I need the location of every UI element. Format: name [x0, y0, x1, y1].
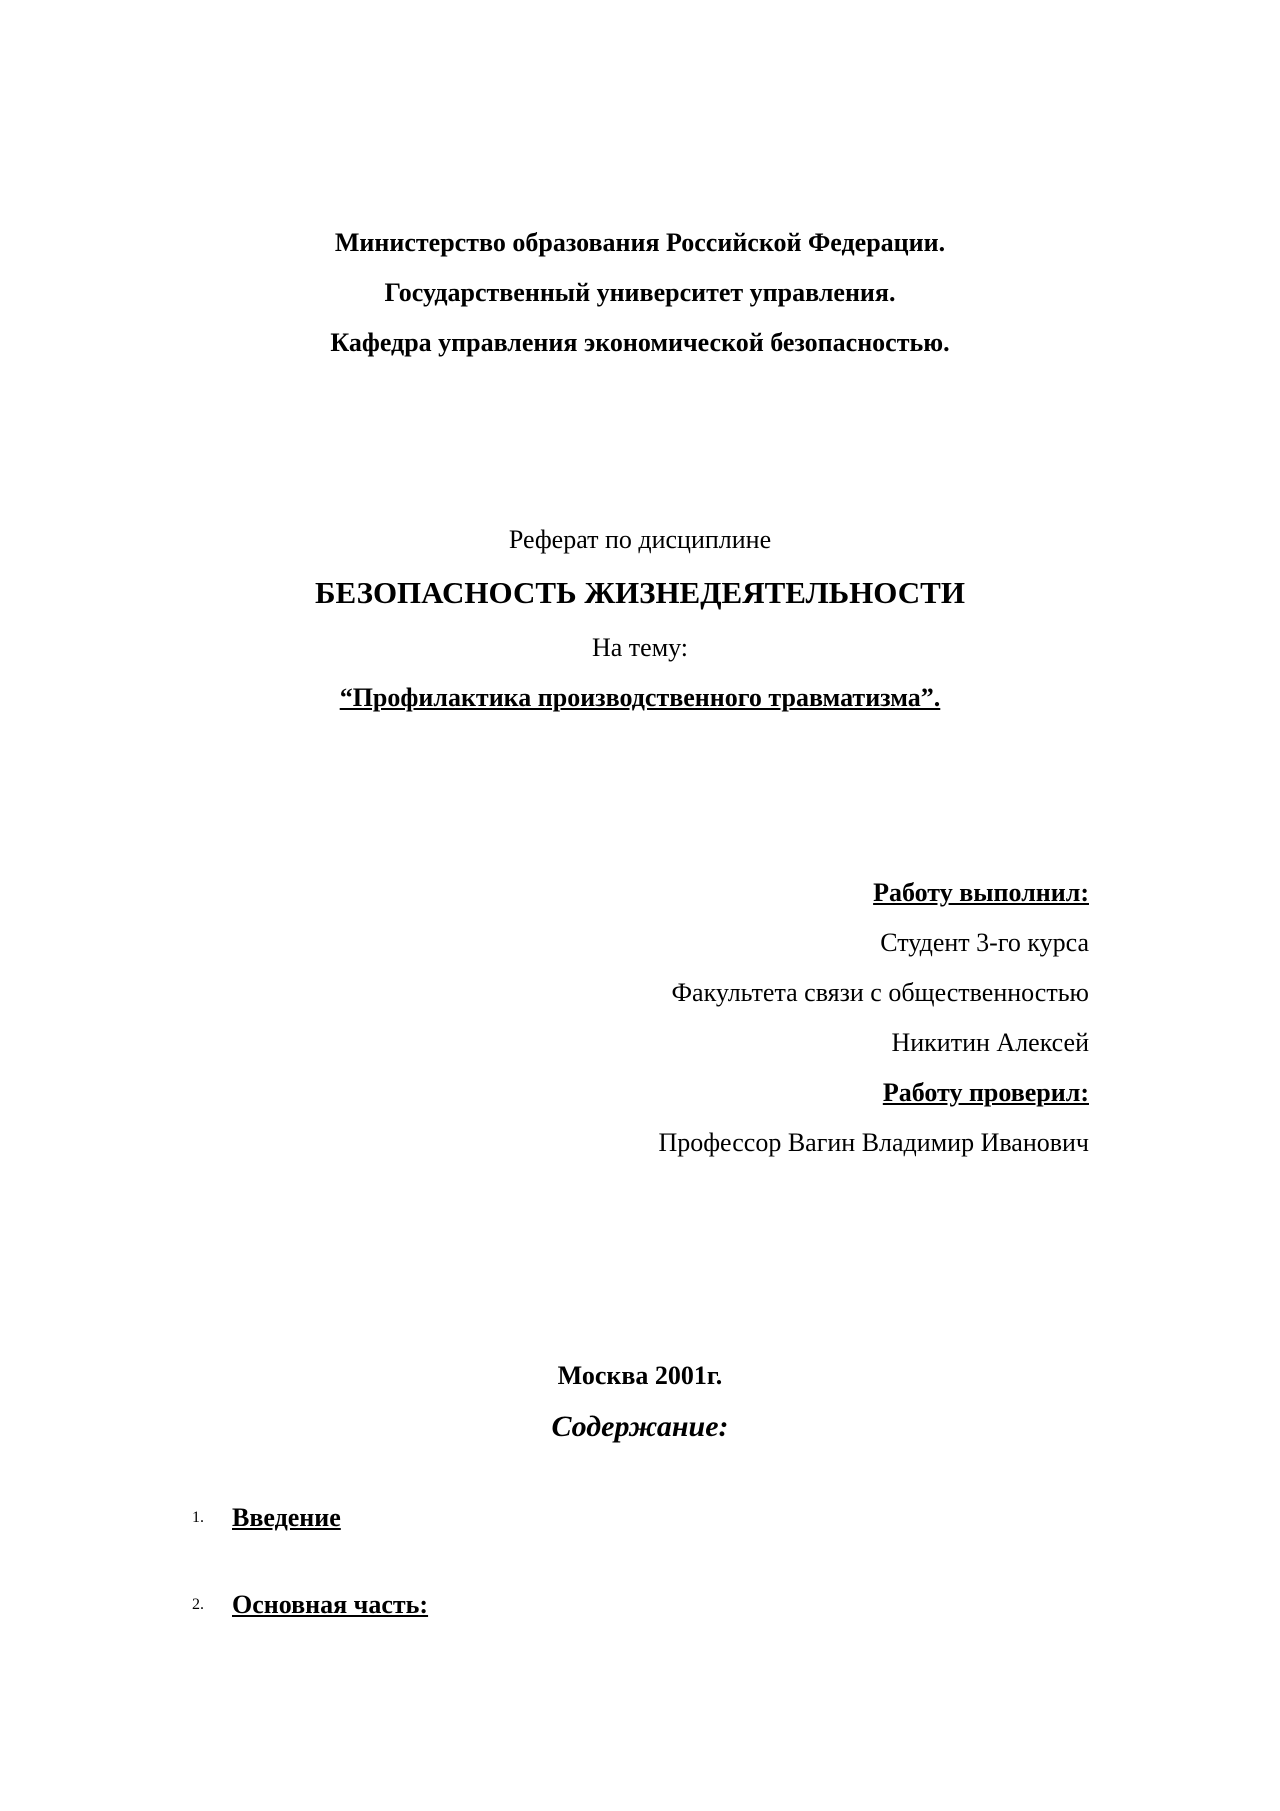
- student-faculty: Факультета связи с общественностью: [671, 978, 1089, 1007]
- university-line: Государственный университет управления.: [384, 278, 896, 307]
- topic-intro: На тему:: [591, 633, 689, 662]
- topic-title: “Профилактика производственного травматизма”.: [339, 683, 941, 712]
- student-name: Никитин Алексей: [891, 1028, 1089, 1057]
- toc-item-label: Основная часть:: [232, 1590, 429, 1619]
- toc-item-number: 2.: [192, 1596, 204, 1613]
- checked-by-label: Работу проверил:: [882, 1078, 1089, 1107]
- performed-by-label: Работу выполнил:: [873, 878, 1089, 907]
- discipline-title: БЕЗОПАСНОСТЬ ЖИЗНЕДЕЯТЕЛЬНОСТИ: [315, 575, 965, 610]
- toc-item-main-part: [192, 1592, 428, 1618]
- ministry-line: Министерство образования Российской Федерации.: [334, 228, 946, 257]
- city-year: Москва 2001г.: [557, 1361, 723, 1390]
- subtitle: Реферат по дисциплине: [508, 525, 772, 554]
- department-line: Кафедра управления экономической безопасностью.: [330, 328, 950, 357]
- toc-item-number: 1.: [192, 1509, 204, 1526]
- toc-item-label: Введение: [232, 1503, 341, 1532]
- contents-heading: Содержание:: [551, 1410, 729, 1443]
- toc-item-introduction: [192, 1505, 341, 1531]
- student-course: Студент 3-го курса: [880, 928, 1089, 957]
- professor-name: Профессор Вагин Владимир Иванович: [658, 1128, 1089, 1157]
